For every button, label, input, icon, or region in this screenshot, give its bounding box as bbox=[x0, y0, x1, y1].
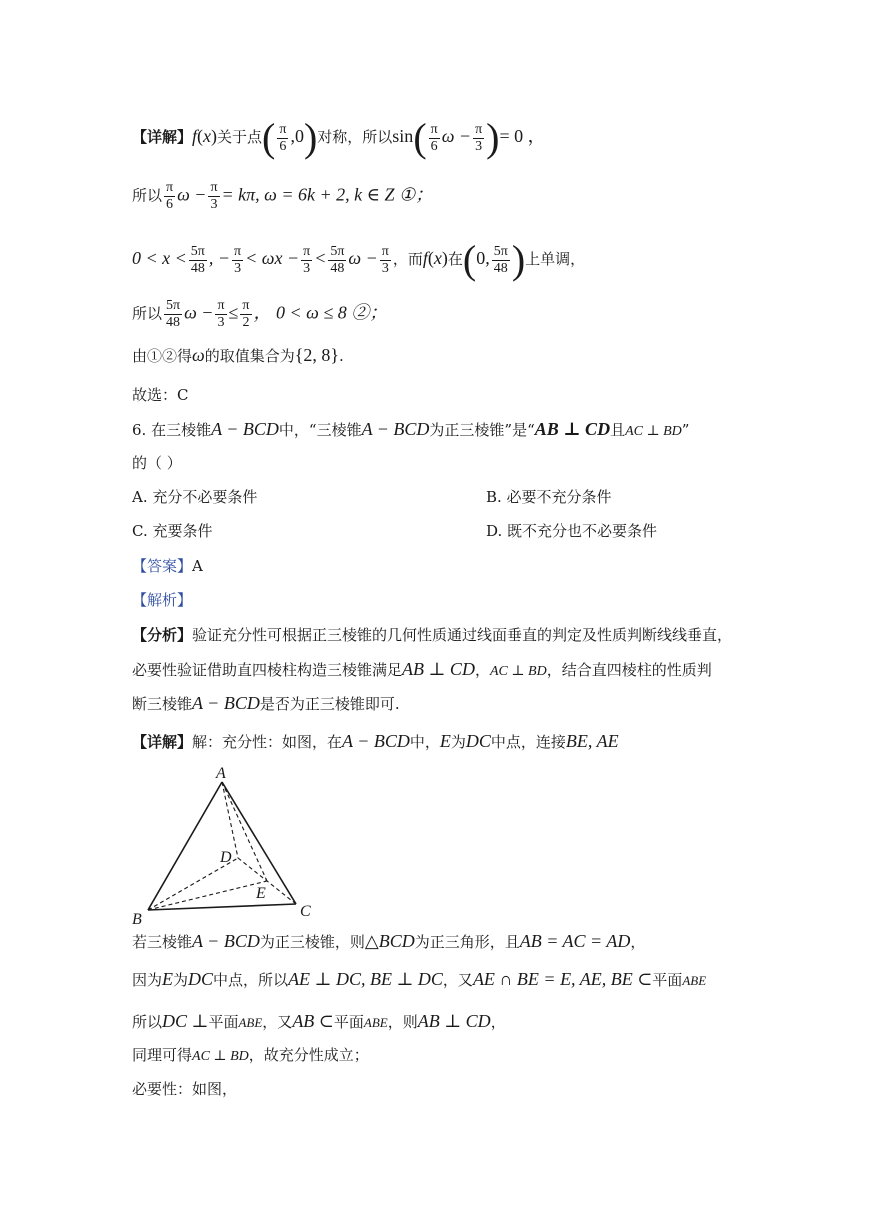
answer bbox=[132, 555, 203, 577]
option-c: C. 充要条件 bbox=[132, 522, 213, 540]
detail-line-2: 所以 $\frac{\pi}{6}$ ω − $\frac{\pi}{3}$ = kπ, ω = 6k + 2, k ∈ Z ①； bbox=[132, 180, 434, 212]
detail-tag: 【详解】 bbox=[132, 128, 193, 146]
proof-line-2: 因为E为DC中点，所以AE ⊥ DC, BE ⊥ DC，又AE ∩ BE = E, AE, BE ⊂平面ABE bbox=[132, 969, 707, 989]
proof-line-5: 必要性：如图， bbox=[132, 1080, 238, 1098]
question-6-paren: 的（ ） bbox=[132, 454, 182, 472]
edge-ab bbox=[148, 782, 222, 910]
analysis-line-1: 【分析】验证充分性可根据正三棱锥的几何性质通过线面垂直的判定及性质判断线线垂直， bbox=[132, 626, 733, 644]
segment-ae bbox=[222, 782, 267, 881]
analysis-tag: 【解析】 bbox=[132, 591, 193, 609]
option-a: A. 充分不必要条件 bbox=[132, 488, 258, 506]
label-d: D bbox=[220, 849, 232, 866]
tetrahedron-figure bbox=[128, 762, 328, 928]
label-b: B bbox=[132, 911, 142, 928]
fraction: $\frac{\pi}{6}$ bbox=[279, 121, 287, 154]
proof-line-4: 同理可得AC ⊥ BD，故充分性成立； bbox=[132, 1046, 369, 1064]
detail-line-3: 0 < x < $\frac{5\pi}{48}$ , − $\frac{\pi}{3}$ < ωx − $\frac{\pi}{3}$ < $\frac{5\pi}{48}$ ω − $\frac{\pi}{3}$ ，而f(x)在(0, $\frac{5\pi}{48}$ )上单调， bbox=[132, 237, 586, 282]
answer-tag: 【答案】 bbox=[132, 557, 193, 575]
question-6: 6. 在三棱锥A − BCD中，“三棱锥A − BCD为正三棱锥”是“AB ⊥ CD且AC ⊥ BD” bbox=[132, 419, 690, 439]
label-e: E bbox=[256, 885, 266, 902]
label-a: A bbox=[216, 765, 226, 782]
detail2-line: 【详解】解：充分性：如图，在A − BCD中，E为DC中点，连接BE, AE bbox=[132, 731, 619, 751]
detail-line-4: 所以 $\frac{5\pi}{48}$ ω − $\frac{\pi}{3}$ ≤ $\frac{\pi}{2}$ ， 0 < ω ≤ 8 ②； bbox=[132, 298, 388, 330]
edge-ad bbox=[222, 782, 238, 858]
option-d: D. 既不充分也不必要条件 bbox=[486, 522, 658, 540]
proof-line-1: 若三棱锥A − BCD为正三棱锥，则△BCD为正三角形，且AB = AC = AD， bbox=[132, 931, 646, 951]
proof-line-3: 所以DC ⊥平面ABE，又AB ⊂平面ABE，则AB ⊥ CD， bbox=[132, 1011, 506, 1031]
label-c: C bbox=[300, 903, 311, 920]
detail-line-5: 由①②得ω的取值集合为{2, 8}. bbox=[132, 345, 344, 365]
analysis-line-2: 必要性验证借助直四棱柱构造三棱锥满足AB ⊥ CD，AC ⊥ BD，结合直四棱柱的性质判 bbox=[132, 659, 712, 679]
option-b: B. 必要不充分条件 bbox=[486, 488, 612, 506]
conclusion: 故选：C bbox=[132, 386, 189, 404]
detail-line-1: 【详解】f(x)关于点( $\frac{\pi}{6}$ ,0)对称，所以sin( $\frac{\pi}{6}$ ω − $\frac{\pi}{3}$ )= 0 ， bbox=[132, 115, 546, 160]
answer-value: A bbox=[192, 557, 203, 575]
analysis-line-3: 断三棱锥A − BCD是否为正三棱锥即可. bbox=[132, 693, 400, 713]
